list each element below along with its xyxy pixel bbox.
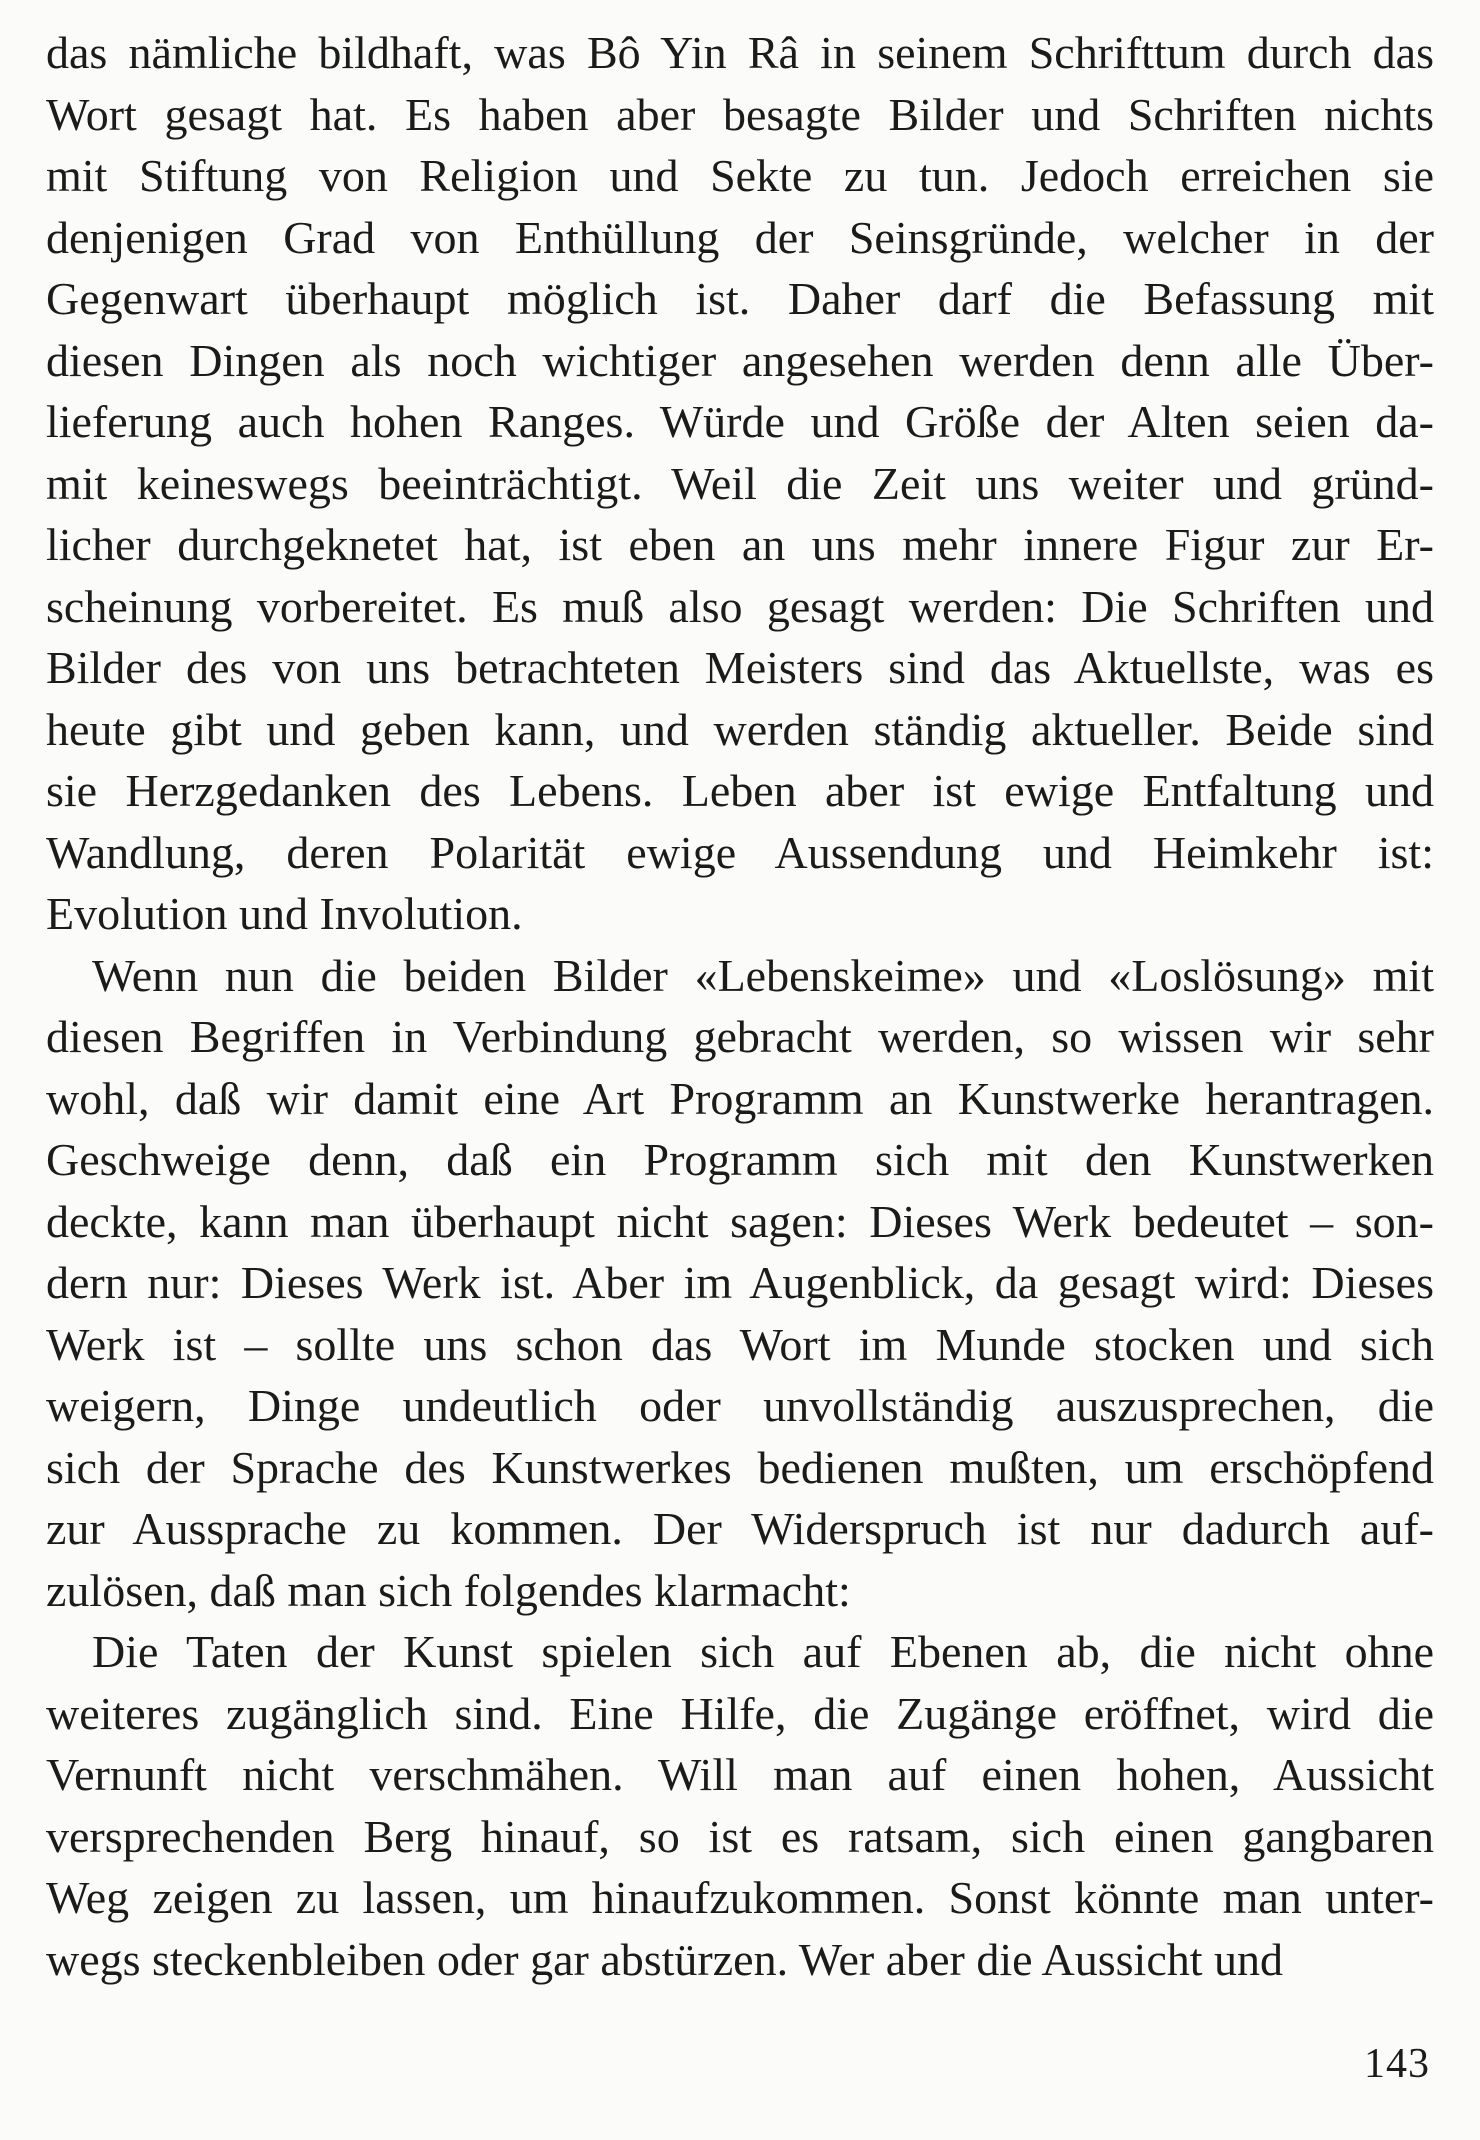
text-line: Wort gesagt hat. Es haben aber besagte Bilder und Schriften nichts [46, 88, 1434, 140]
text-line: weiteres zugänglich sind. Eine Hilfe, die Zugänge eröffnet, wird die [46, 1687, 1434, 1739]
text-line: versprechenden Berg hinauf, so ist es ratsam, sich einen gangbaren [46, 1810, 1434, 1862]
text-line: scheinung vorbereitet. Es muß also gesagt werden: Die Schriften und [46, 580, 1434, 632]
text-line: mit keineswegs beeinträchtigt. Weil die Zeit uns weiter und gründ- [46, 457, 1434, 509]
text-line: weigern, Dinge undeutlich oder unvollständig auszusprechen, die [46, 1380, 1434, 1431]
text-line: mit Stiftung von Religion und Sekte zu tun. Jedoch erreichen sie [46, 150, 1434, 201]
paragraph [46, 945, 1434, 1622]
text-line: sie Herzgedanken des Lebens. Leben aber ist ewige Entfaltung und [46, 765, 1434, 816]
text-line: dern nur: Dieses Werk ist. Aber im Augenblick, da gesagt wird: Dieses [46, 1257, 1434, 1308]
text-line: Wandlung, deren Polarität ewige Aussendung und Heimkehr ist: [46, 826, 1434, 878]
text-line: denjenigen Grad von Enthüllung der Seinsgründe, welcher in der [46, 211, 1434, 263]
text-line: Wenn nun die beiden Bilder «Lebenskeime» und «Loslösung» mit [92, 949, 1434, 1001]
text-line: Bilder des von uns betrachteten Meisters sind das Aktuellste, was es [46, 642, 1434, 693]
paragraph [46, 1621, 1434, 1990]
text-line: wohl, daß wir damit eine Art Programm an Kunstwerke herantragen. [46, 1072, 1434, 1124]
text-line: wegs steckenbleiben oder gar abstürzen. Wer aber die Aussicht und [46, 1933, 1284, 1985]
text-line: Die Taten der Kunst spielen sich auf Ebenen ab, die nicht ohne [92, 1626, 1434, 1677]
text-line: lieferung auch hohen Ranges. Würde und Größe der Alten seien da- [46, 396, 1434, 447]
body-text [46, 22, 1434, 1990]
text-line: sich der Sprache des Kunstwerkes bedienen mußten, um erschöpfend [46, 1441, 1434, 1493]
paragraph [46, 22, 1434, 945]
text-line: zur Aussprache zu kommen. Der Widerspruch ist nur dadurch auf- [46, 1503, 1434, 1554]
text-line: heute gibt und geben kann, und werden ständig aktueller. Beide sind [46, 703, 1434, 755]
text-line: diesen Begriffen in Verbindung gebracht werden, so wissen wir sehr [46, 1011, 1434, 1062]
text-line: deckte, kann man überhaupt nicht sagen: Dieses Werk bedeutet – son- [46, 1195, 1434, 1247]
text-line: zulösen, daß man sich folgendes klarmacht: [46, 1564, 851, 1616]
text-line: Gegenwart überhaupt möglich ist. Daher darf die Befassung mit [46, 273, 1434, 324]
text-line: diesen Dingen als noch wichtiger angesehen werden denn alle Über- [46, 334, 1434, 386]
text-line: Vernunft nicht verschmähen. Will man auf einen hohen, Aussicht [46, 1749, 1434, 1800]
text-line: das nämliche bildhaft, was Bô Yin Râ in seinem Schrifttum durch das [46, 27, 1434, 78]
text-line: Werk ist – sollte uns schon das Wort im Munde stocken und sich [46, 1318, 1434, 1370]
page-number: 143 [1364, 2041, 1430, 2087]
text-line: licher durchgeknetet hat, ist eben an uns mehr innere Figur zur Er- [46, 519, 1434, 570]
text-line: Evolution und Involution. [46, 888, 523, 939]
text-line: Geschweige denn, daß ein Programm sich mit den Kunstwerken [46, 1134, 1434, 1185]
text-line: Weg zeigen zu lassen, um hinaufzukommen. Sonst könnte man unter- [46, 1872, 1434, 1923]
